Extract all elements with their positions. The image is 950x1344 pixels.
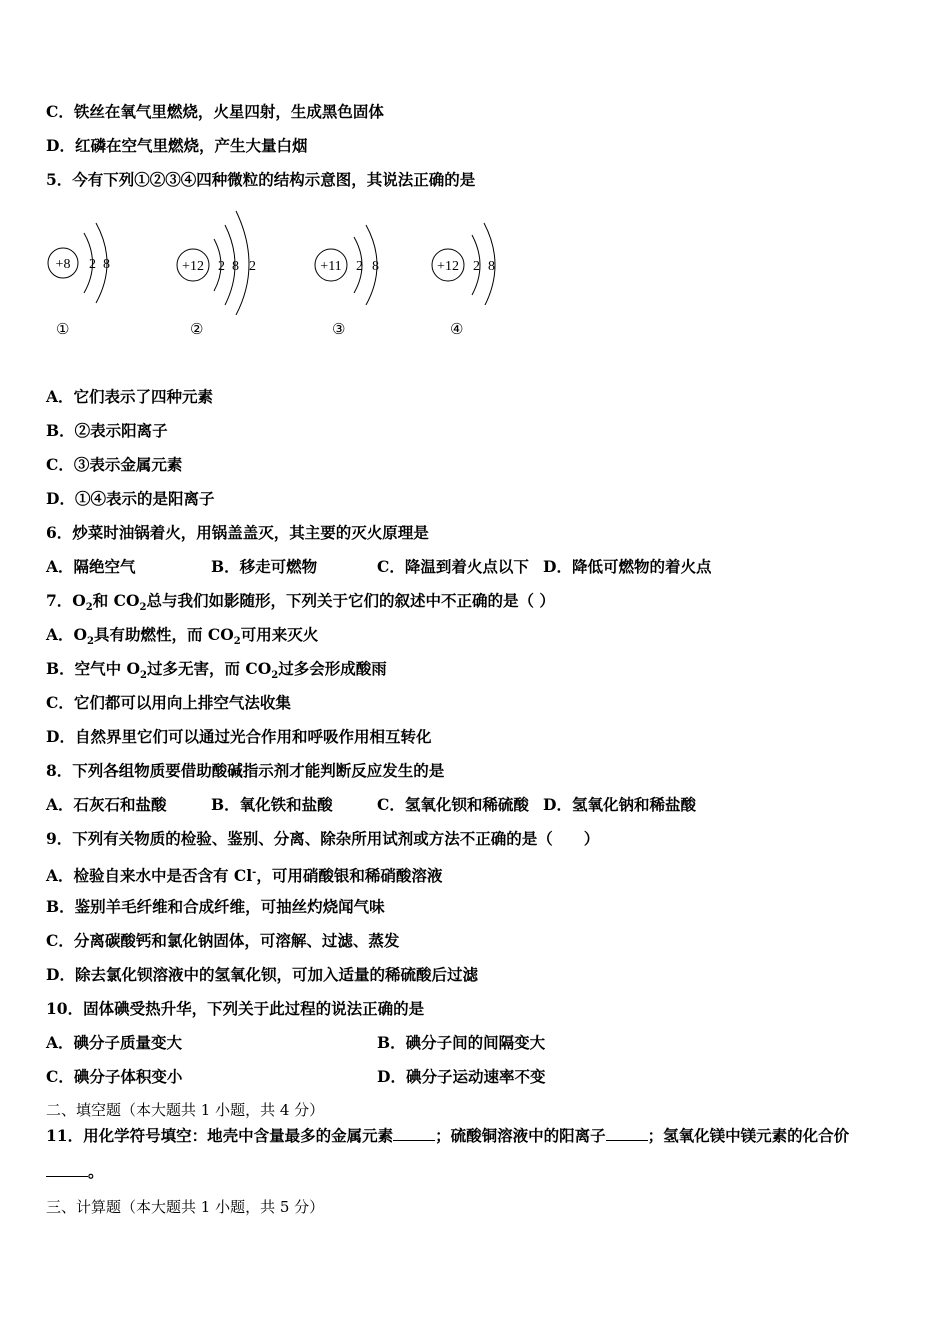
- atom-label-4: ④: [450, 320, 464, 338]
- question-9: 9．下列有关物质的检验、鉴别、分离、除杂所用试剂或方法不正确的是（ ）: [46, 829, 600, 848]
- atom-diagram-2: [172, 205, 272, 319]
- atom-4-shell-2: 8: [488, 259, 495, 274]
- atom-label-1: ①: [56, 320, 70, 338]
- q10-option-d: D．碘分子运动速率不变: [377, 1067, 546, 1086]
- atom-diagram-4: [428, 205, 518, 309]
- atom-2-shell-3: 2: [249, 259, 256, 274]
- q4-option-d: D．红磷在空气里燃烧，产生大量白烟: [46, 136, 308, 155]
- q5-option-d: D．①④表示的是阳离子: [46, 489, 215, 508]
- question-6: 6．炒菜时油锅着火，用锅盖盖灭，其主要的灭火原理是: [46, 523, 429, 542]
- q8-option-d: D．氢氧化钠和稀盐酸: [543, 795, 696, 814]
- q4-option-c: C．铁丝在氧气里燃烧，火星四射，生成黑色固体: [46, 102, 384, 121]
- atom-2-nucleus: +12: [182, 259, 204, 274]
- q7-option-a: A．$O_2$具有助燃性，而 $CO_2$可用来灭火: [46, 625, 319, 648]
- section-3-heading: 三、计算题（本大题共 1 小题，共 5 分）: [46, 1198, 325, 1216]
- q9-option-d: D．除去氯化钡溶液中的氢氧化钡，可加入适量的稀硫酸后过滤: [46, 965, 478, 984]
- q5-option-a: A．它们表示了四种元素: [46, 387, 214, 406]
- q9-option-b: B．鉴别羊毛纤维和合成纤维，可抽丝灼烧闻气味: [46, 897, 385, 916]
- q6-option-c: C．降温到着火点以下: [377, 557, 529, 576]
- q11-blank-3[interactable]: [46, 1162, 88, 1177]
- question-7: 7．$O_2$和 $CO_2$总与我们如影随形，下列关于它们的叙述中不正确的是（ ）: [46, 591, 555, 614]
- q6-option-a: A．隔绝空气: [46, 557, 136, 576]
- question-10: 10．固体碘受热升华，下列关于此过程的说法正确的是: [46, 999, 425, 1018]
- atom-3-nucleus: +11: [320, 259, 342, 274]
- q7-option-b: B．空气中 $O_2$过多无害，而 $CO_2$过多会形成酸雨: [46, 659, 387, 682]
- q5-option-b: B．②表示阳离子: [46, 421, 168, 440]
- atom-3-shell-2: 8: [372, 259, 379, 274]
- atom-label-3: ③: [332, 320, 346, 338]
- q10-option-c: C．碘分子体积变小: [46, 1067, 183, 1086]
- q11-blank-2[interactable]: [606, 1126, 648, 1141]
- section-2-heading: 二、填空题（本大题共 1 小题，共 4 分）: [46, 1101, 325, 1119]
- q11-blank-1[interactable]: [393, 1126, 435, 1141]
- q10-option-b: B．碘分子间的间隔变大: [377, 1033, 546, 1052]
- q5-option-c: C．③表示金属元素: [46, 455, 183, 474]
- q7-option-d: D．自然界里它们可以通过光合作用和呼吸作用相互转化: [46, 727, 432, 746]
- atom-1-shell-2: 8: [103, 257, 110, 272]
- question-8: 8．下列各组物质要借助酸碱指示剂才能判断反应发生的是: [46, 761, 445, 780]
- atom-diagram-1: [46, 205, 146, 309]
- atom-diagram-3: [312, 205, 402, 309]
- q11-continuation: 。: [46, 1162, 104, 1182]
- atom-4-shell-1: 2: [473, 259, 480, 274]
- atom-4-nucleus: +12: [437, 259, 459, 274]
- question-11: 11．用化学符号填空：地壳中含量最多的金属元素 ；硫酸铜溶液中的阳离子 ；氢氧化镁中镁元素的化合价: [46, 1126, 850, 1145]
- q6-option-d: D．降低可燃物的着火点: [543, 557, 712, 576]
- question-5: 5．今有下列①②③④四种微粒的结构示意图，其说法正确的是: [46, 170, 476, 189]
- q8-option-c: C．氢氧化钡和稀硫酸: [377, 795, 529, 814]
- atom-2-shell-2: 8: [232, 259, 239, 274]
- q8-option-b: B．氧化铁和盐酸: [211, 795, 333, 814]
- atom-3-shell-1: 2: [356, 259, 363, 274]
- atom-1-nucleus: +8: [55, 257, 71, 272]
- atom-2-shell-1: 2: [218, 259, 225, 274]
- q9-option-a: A．检验自来水中是否含有 Cl-，可用硝酸银和稀硝酸溶液: [46, 866, 443, 886]
- q10-option-a: A．碘分子质量变大: [46, 1033, 183, 1052]
- q8-option-a: A．石灰石和盐酸: [46, 795, 167, 814]
- q9-option-c: C．分离碳酸钙和氯化钠固体，可溶解、过滤、蒸发: [46, 931, 400, 950]
- atom-label-2: ②: [190, 320, 204, 338]
- q6-option-b: B．移走可燃物: [211, 557, 318, 576]
- atom-1-shell-1: 2: [89, 257, 96, 272]
- q7-option-c: C．它们都可以用向上排空气法收集: [46, 693, 291, 712]
